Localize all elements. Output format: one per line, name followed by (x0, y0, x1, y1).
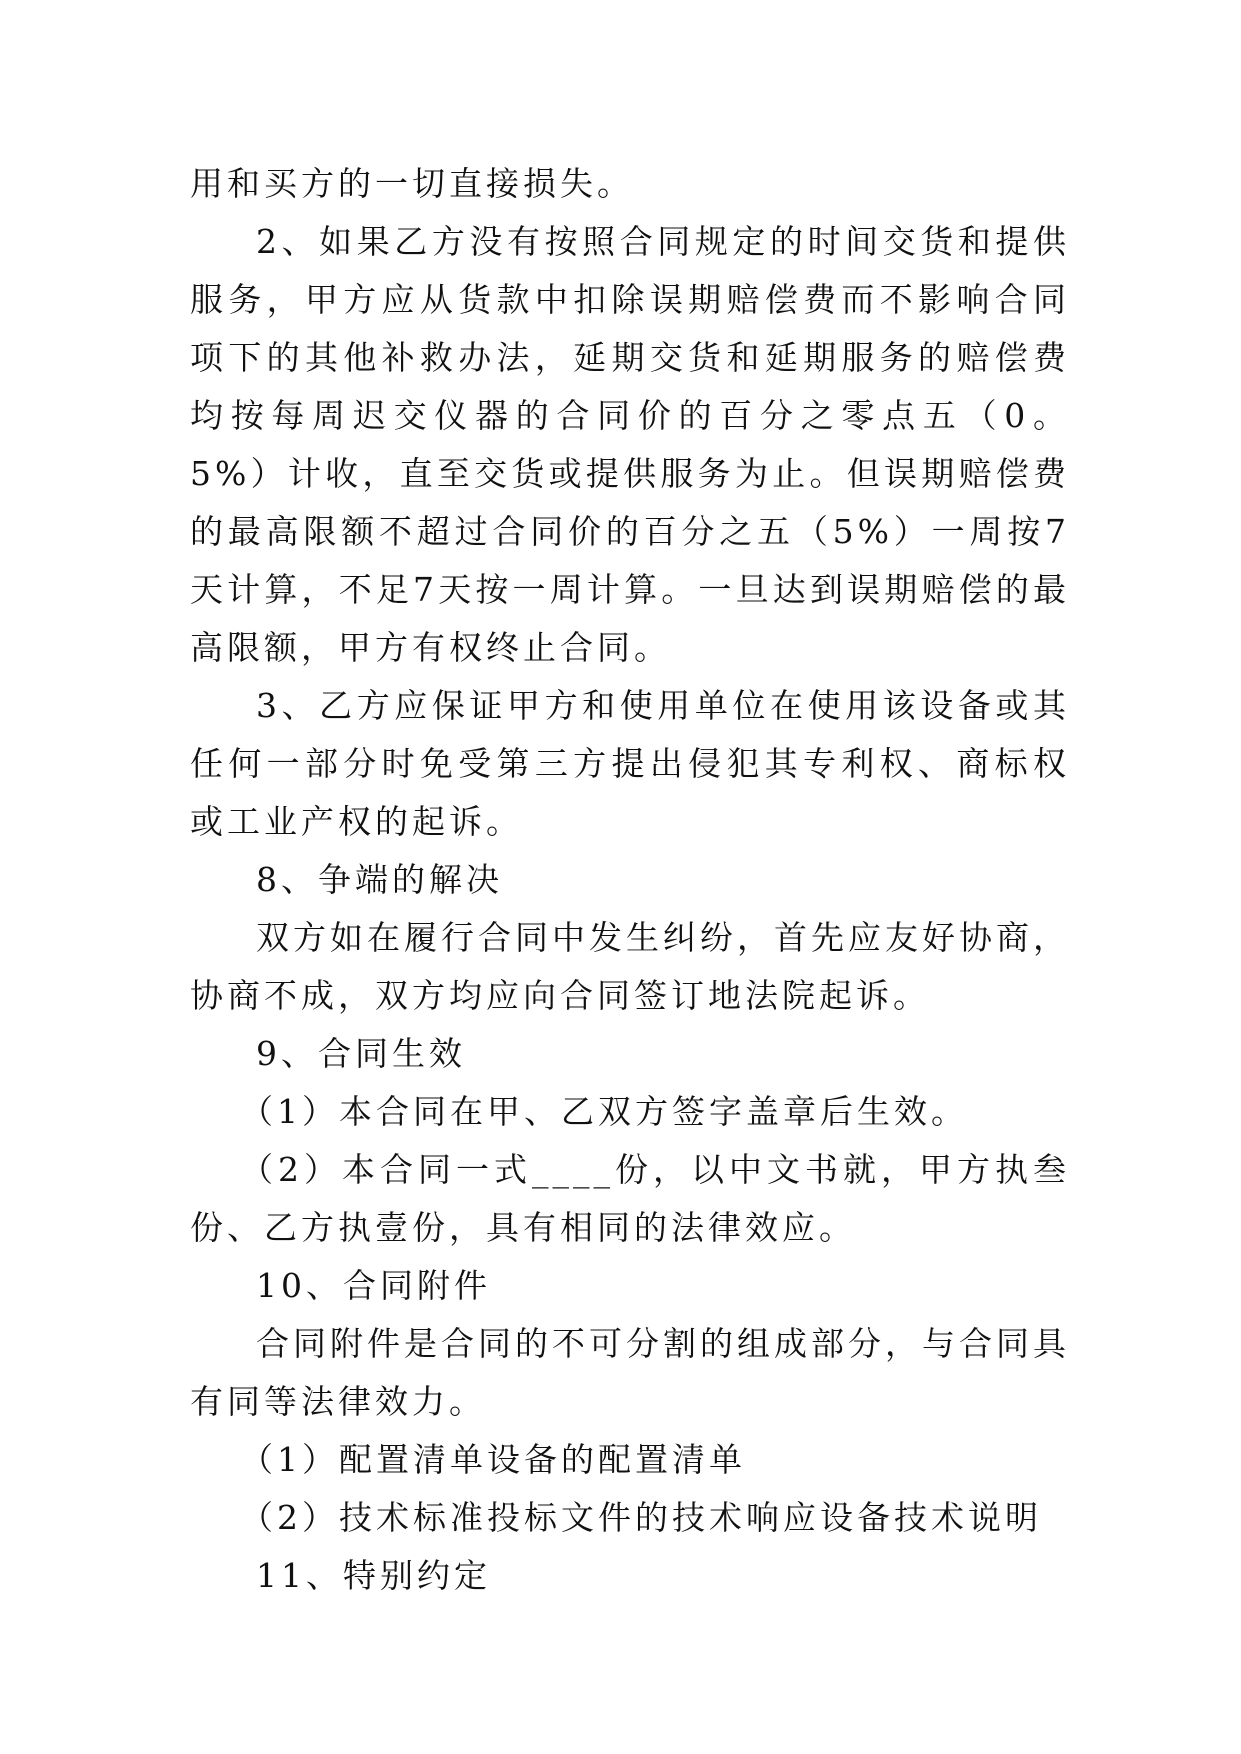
paragraph-attachments: 合同附件是合同的不可分割的组成部分，与合同具有同等法律效力。 (190, 1324, 1070, 1421)
list-item-effective-on-signing: （1）本合同在甲、乙双方签字盖章后生效。 (240, 1092, 968, 1131)
section-heading-effectiveness: 9、合同生效 (256, 1034, 466, 1073)
paragraph-delay-compensation: 2、如果乙方没有按照合同规定的时间交货和提供服务，甲方应从货款中扣除误期赔偿费而不影响合同项下的其他补救办法，延期交货和延期服务的赔偿费均按每周迟交仪器的合同价的百分之零点五（0。5%）计收，直至交货或提供服务为止。但误期赔偿费的最高限额不超过合同价的百分之五（5%）一周按7天计算，不足7天按一周计算。一旦达到误期赔偿的最高限额，甲方有权终止合同。 (190, 222, 1070, 667)
list-item-config-list: （1）配置清单设备的配置清单 (240, 1440, 746, 1479)
document-body (190, 155, 1070, 1605)
section-heading-attachments: 10、合同附件 (256, 1266, 491, 1305)
section-heading-special-terms: 11、特别约定 (256, 1556, 491, 1595)
paragraph-disputes: 双方如在履行合同中发生纠纷，首先应友好协商，协商不成，双方均应向合同签订地法院起诉。 (190, 918, 1070, 1015)
paragraph-third-party-claims: 3、乙方应保证甲方和使用单位在使用该设备或其任何一部分时免受第三方提出侵犯其专利权、商标权或工业产权的起诉。 (190, 686, 1070, 841)
list-item-copies: （2）本合同一式____份，以中文书就，甲方执叁份、乙方执壹份，具有相同的法律效应。 (190, 1150, 1070, 1247)
paragraph-loss: 用和买方的一切直接损失。 (190, 164, 634, 203)
list-item-technical-standard: （2）技术标准投标文件的技术响应设备技术说明 (240, 1498, 1042, 1537)
section-heading-disputes: 8、争端的解决 (256, 860, 503, 899)
